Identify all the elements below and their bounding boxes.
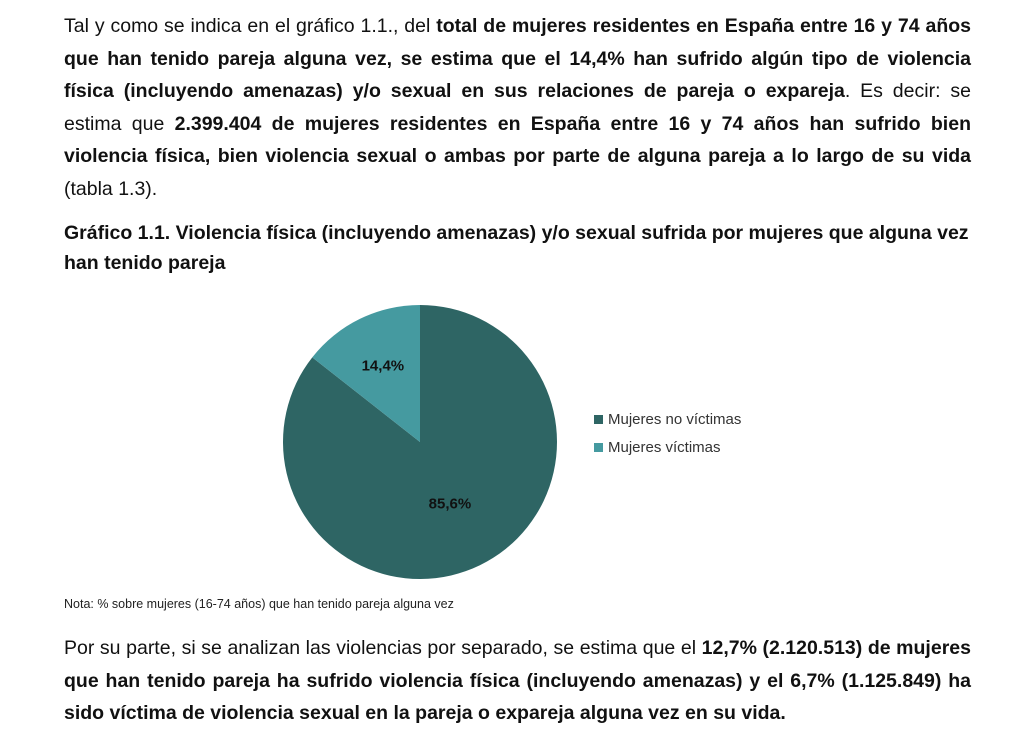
- second-text-1: Por su parte, si se analizan las violencias por separado, se estima que el: [64, 637, 702, 659]
- intro-bold-1: total de mujeres residentes en España entre 16 y 74 años que han tenido pareja alguna vez, se estima que el 14,4% han sufrido algún tipo de violencia física (incluyendo amenazas) y/o sexual en sus relaciones de pareja o expareja: [64, 15, 971, 102]
- intro-text-2: . Es decir: se estima que: [64, 80, 971, 135]
- second-paragraph: [64, 632, 971, 730]
- legend-swatch-2: [594, 443, 603, 452]
- figure-title: Gráfico 1.1. Violencia física (incluyendo amenazas) y/o sexual sufrida por mujeres que alguna vez han tenido pareja: [64, 222, 969, 274]
- intro-text-1: Tal y como se indica en el gráfico 1.1., del: [64, 15, 437, 37]
- legend-entry-2: Mujeres víctimas: [608, 439, 721, 456]
- chart-note: Nota: % sobre mujeres (16-74 años) que han tenido pareja alguna vez: [64, 597, 454, 611]
- legend-swatch-1: [594, 415, 603, 424]
- pie-label-2: 14,4%: [361, 357, 405, 375]
- second-paragraph-block: [64, 632, 971, 730]
- pie-chart: [260, 290, 820, 590]
- pie-label-1: 85,6%: [428, 495, 472, 513]
- document-body: [64, 10, 971, 205]
- intro-bold-2: 2.399.404 de mujeres residentes en España entre 16 y 74 años han sufrido bien violencia física, bien violencia sexual o ambas por parte de alguna pareja a lo largo de su vida: [64, 112, 971, 167]
- intro-text-3: (tabla 1.3).: [64, 177, 158, 200]
- second-bold-1: 12,7% (2.120.513) de mujeres que han tenido pareja ha sufrido violencia física (incluyendo amenazas) y el 6,7% (1.125.849) ha sido víctima de violencia sexual en la pareja o expareja alguna vez en su vida.: [64, 637, 971, 724]
- intro-paragraph: [64, 10, 971, 205]
- pie-chart-svg: [260, 290, 820, 590]
- legend-entry-1: Mujeres no víctimas: [608, 411, 742, 428]
